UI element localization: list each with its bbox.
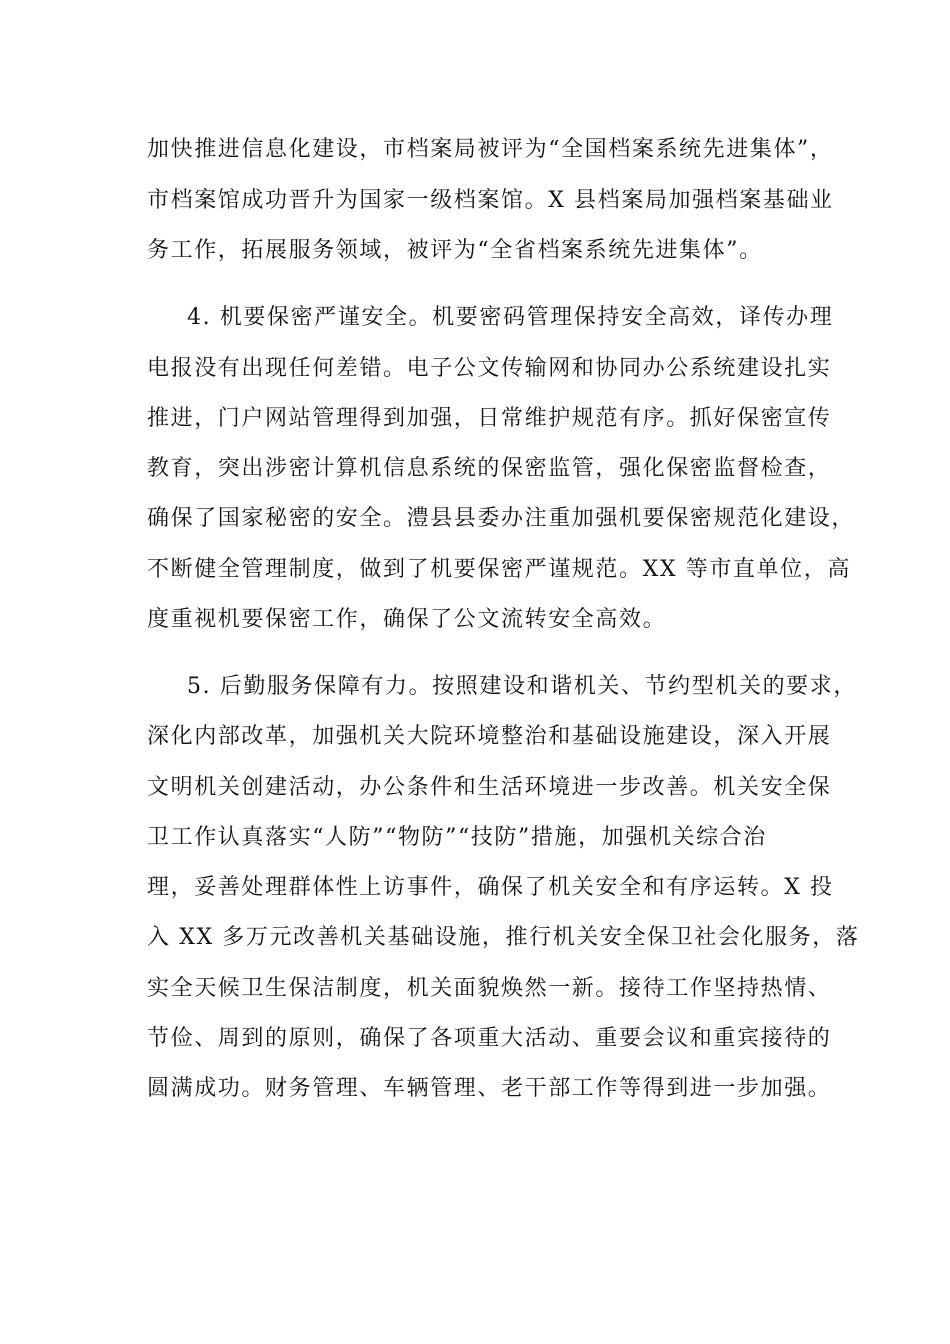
paragraph-2-line-5: 确保了国家秘密的安全。澧县县委办注重加强机要保密规范化建设， (147, 506, 856, 531)
paragraph-2-line-2: 电报没有出现任何差错。电子公文传输网和协同办公系统建设扎实 (147, 356, 832, 381)
paragraph-3-line-9: 圆满成功。财务管理、车辆管理、老干部工作等得到进一步加强。 (147, 1076, 832, 1101)
paragraph-1-line-2: 市档案馆成功晋升为国家一级档案馆。X 县档案局加强档案基础业 (147, 188, 834, 213)
paragraph-3-line-6: 入 XX 多万元改善机关基础设施，推行机关安全保卫社会化服务，落 (147, 925, 860, 950)
paragraph-2-line-7: 度重视机要保密工作，确保了公文流转安全高效。 (147, 607, 667, 632)
paragraph-1-line-3: 务工作，拓展服务领域，被评为“全省档案系统先进集体”。 (147, 238, 763, 263)
paragraph-1-line-1: 加快推进信息化建设，市档案局被评为“全国档案系统先进集体”， (147, 137, 834, 162)
paragraph-2-line-6: 不断健全管理制度，做到了机要保密严谨规范。XX 等市直单位，高 (147, 557, 851, 582)
paragraph-3-line-2: 深化内部改革，加强机关大院环境整治和基础设施建设，深入开展 (147, 724, 832, 749)
paragraph-3-line-3: 文明机关创建活动，办公条件和生活环境进一步改善。机关安全保 (147, 775, 832, 800)
paragraph-2-line-1: 4. 机要保密严谨安全。机要密码管理保持安全高效，译传办理 (187, 305, 834, 330)
paragraph-3-line-7: 实全天候卫生保洁制度，机关面貌焕然一新。接待工作坚持热情、 (147, 976, 832, 1001)
paragraph-3-line-1: 5. 后勤服务保障有力。按照建设和谐机关、节约型机关的要求， (187, 674, 857, 699)
paragraph-3-line-4: 卫工作认真落实“人防”“物防”“技防”措施，加强机关综合治 (147, 825, 767, 850)
paragraph-2-line-4: 教育，突出涉密计算机信息系统的保密监管，强化保密监督检查， (147, 456, 832, 481)
paragraph-3-line-8: 节俭、周到的原则，确保了各项重大活动、重要会议和重宾接待的 (147, 1026, 832, 1051)
paragraph-2-line-3: 推进，门户网站管理得到加强，日常维护规范有序。抓好保密宣传 (147, 406, 832, 431)
paragraph-3-line-5: 理，妥善处理群体性上访事件，确保了机关安全和有序运转。X 投 (147, 875, 834, 900)
